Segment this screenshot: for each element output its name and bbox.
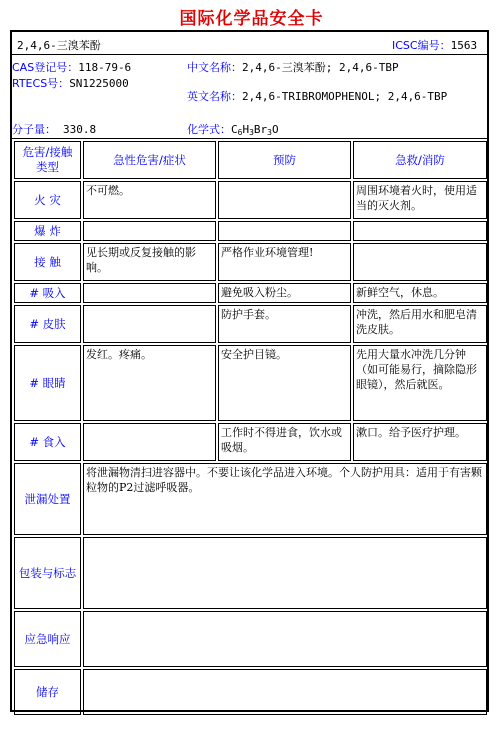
row-inhalation bbox=[14, 283, 487, 303]
row-label-explosion: 爆 炸 bbox=[14, 221, 81, 241]
molecular-weight bbox=[12, 121, 96, 137]
row-ingestion bbox=[14, 423, 487, 461]
section-label-storage: 储存 bbox=[14, 669, 81, 715]
formula-value: $C_6H_3Br_3O$ bbox=[231, 123, 279, 137]
col-header-prevention: 预防 bbox=[218, 141, 351, 179]
explosion-first-aid bbox=[353, 221, 487, 241]
fire-prevention bbox=[218, 181, 351, 219]
row-label-ingestion: # 食入 bbox=[14, 423, 81, 461]
icsc-label: ICSC编号： bbox=[392, 39, 451, 52]
icsc-number bbox=[392, 37, 477, 53]
ingestion-acute bbox=[83, 423, 216, 461]
rtecs-number bbox=[12, 75, 129, 91]
cas-value: 118-79-6 bbox=[78, 61, 132, 74]
section-label-packaging: 包装与标志 bbox=[14, 537, 81, 609]
skin-prevention: 防护手套。 bbox=[218, 305, 351, 343]
row-storage bbox=[14, 669, 487, 715]
chemical-formula bbox=[187, 121, 279, 137]
hazard-table bbox=[12, 139, 489, 717]
row-emergency bbox=[14, 611, 487, 667]
skin-acute bbox=[83, 305, 216, 343]
mw-label: 分子量： bbox=[12, 123, 56, 136]
col-header-type: 危害/接触类型 bbox=[14, 141, 81, 179]
english-name bbox=[187, 88, 447, 104]
chemical-name: 2,4,6-三溴苯酚 bbox=[17, 39, 101, 52]
icsc-value: 1563 bbox=[450, 39, 478, 52]
chinese-name bbox=[187, 59, 399, 75]
row-spill bbox=[14, 463, 487, 535]
contact-acute: 见长期或反复接触的影响。 bbox=[83, 243, 216, 281]
mw-value: 330.8 bbox=[63, 123, 97, 136]
row-skin bbox=[14, 305, 487, 343]
inhalation-acute bbox=[83, 283, 216, 303]
row-fire bbox=[14, 181, 487, 219]
en-name-label: 英文名称： bbox=[187, 90, 242, 103]
section-label-emergency: 应急响应 bbox=[14, 611, 81, 667]
cn-name-value: 2,4,6-三溴苯酚; 2,4,6-TBP bbox=[242, 61, 399, 74]
ingestion-prevention: 工作时不得进食，饮水或吸烟。 bbox=[218, 423, 351, 461]
cas-label: CAS登记号： bbox=[12, 61, 79, 74]
eyes-prevention: 安全护目镜。 bbox=[218, 345, 351, 421]
fire-acute: 不可燃。 bbox=[83, 181, 216, 219]
inhalation-prevention: 避免吸入粉尘。 bbox=[218, 283, 351, 303]
emergency-text bbox=[83, 611, 487, 667]
rtecs-value: SN1225000 bbox=[69, 77, 129, 90]
en-name-value: 2,4,6-TRIBROMOPHENOL; 2,4,6-TBP bbox=[242, 90, 448, 103]
skin-first-aid: 冲洗，然后用水和肥皂清洗皮肤。 bbox=[353, 305, 487, 343]
header-divider bbox=[10, 54, 489, 55]
rtecs-label: RTECS号： bbox=[12, 77, 70, 90]
col-header-first-aid: 急救/消防 bbox=[353, 141, 487, 179]
row-contact bbox=[14, 243, 487, 281]
row-label-eyes: # 眼睛 bbox=[14, 345, 81, 421]
formula-label: 化学式： bbox=[187, 123, 231, 136]
row-packaging bbox=[14, 537, 487, 609]
packaging-text bbox=[83, 537, 487, 609]
row-label-fire: 火 灾 bbox=[14, 181, 81, 219]
row-label-contact: 接 触 bbox=[14, 243, 81, 281]
eyes-first-aid: 先用大量水冲洗几分钟（如可能易行，摘除隐形眼镜），然后就医。 bbox=[353, 345, 487, 421]
contact-prevention: 严格作业环境管理! bbox=[218, 243, 351, 281]
inhalation-first-aid: 新鲜空气，休息。 bbox=[353, 283, 487, 303]
row-eyes bbox=[14, 345, 487, 421]
table-header-row bbox=[14, 141, 487, 179]
explosion-prevention bbox=[218, 221, 351, 241]
ingestion-first-aid: 漱口。给予医疗护理。 bbox=[353, 423, 487, 461]
spill-text: 将泄漏物清扫进容器中。不要让该化学品进入环境。个人防护用具：适用于有害颗粒物的P2过滤呼吸器。 bbox=[83, 463, 487, 535]
row-label-inhalation: # 吸入 bbox=[14, 283, 81, 303]
cn-name-label: 中文名称： bbox=[187, 61, 242, 74]
storage-text bbox=[83, 669, 487, 715]
contact-first-aid bbox=[353, 243, 487, 281]
card-title: 国际化学品安全卡 bbox=[179, 9, 324, 29]
row-explosion bbox=[14, 221, 487, 241]
col-header-acute: 急性危害/症状 bbox=[83, 141, 216, 179]
explosion-acute bbox=[83, 221, 216, 241]
fire-first-aid: 周围环境着火时，使用适当的灭火剂。 bbox=[353, 181, 487, 219]
cas-number bbox=[12, 59, 131, 75]
eyes-acute: 发红。疼痛。 bbox=[83, 345, 216, 421]
row-label-skin: # 皮肤 bbox=[14, 305, 81, 343]
section-label-spill: 泄漏处置 bbox=[14, 463, 81, 535]
